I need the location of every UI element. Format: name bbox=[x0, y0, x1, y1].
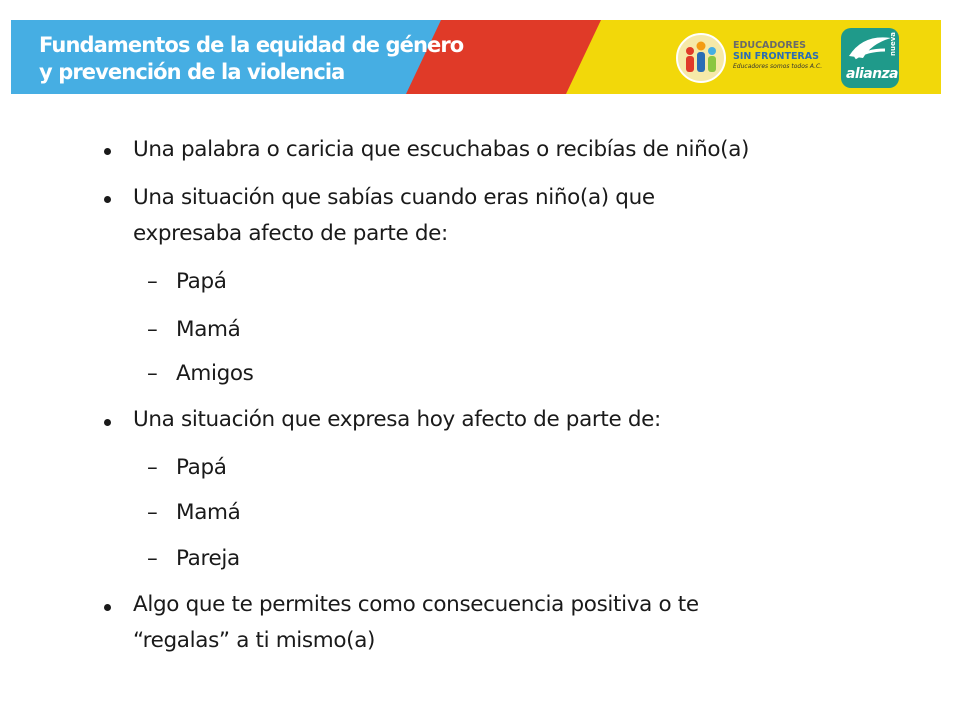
bullet-3-text: Una situación que expresa hoy afecto de parte de: bbox=[133, 407, 661, 432]
educadores-logo-line1: EDUCADORES bbox=[733, 40, 807, 51]
bullet-2-sub-2: Mamá bbox=[176, 317, 241, 342]
title-line-1: Fundamentos de la equidad de género bbox=[39, 33, 464, 57]
alianza-logo-word: alianza bbox=[846, 66, 898, 82]
bullet-dot bbox=[104, 196, 111, 203]
sub-bullet-dash: – bbox=[147, 500, 158, 525]
bullet-3-sub-2: Mamá bbox=[176, 500, 241, 525]
bullet-3-sub-1: Papá bbox=[176, 455, 227, 480]
bullet-dot bbox=[104, 148, 111, 155]
bullet-dot bbox=[104, 419, 111, 426]
sub-bullet-dash: – bbox=[147, 269, 158, 294]
sub-bullet-dash: – bbox=[147, 361, 158, 386]
title-line-2: y prevención de la violencia bbox=[39, 60, 345, 84]
bullet-2-text-line-1: Una situación que sabías cuando eras niño(a) que bbox=[133, 185, 655, 210]
sub-bullet-dash: – bbox=[147, 455, 158, 480]
educadores-logo-tagline: Educadores somos todos A.C. bbox=[733, 63, 823, 70]
bullet-dot bbox=[104, 604, 111, 611]
bullet-2-sub-1: Papá bbox=[176, 269, 227, 294]
bullet-1-text: Una palabra o caricia que escuchabas o recibías de niño(a) bbox=[133, 137, 750, 162]
sub-bullet-dash: – bbox=[147, 317, 158, 342]
alianza-logo-small-text: nueva bbox=[889, 31, 897, 56]
bullet-3-sub-3: Pareja bbox=[176, 546, 240, 571]
educadores-logo-line2: SIN FRONTERAS bbox=[733, 51, 819, 62]
bullet-2-text-line-2: expresaba afecto de parte de: bbox=[133, 221, 448, 246]
sub-bullet-dash: – bbox=[147, 546, 158, 571]
bullet-4-text-line-2: “regalas” a ti mismo(a) bbox=[133, 628, 376, 653]
bullet-2-sub-3: Amigos bbox=[176, 361, 254, 386]
bullet-4-text-line-1: Algo que te permites como consecuencia positiva o te bbox=[133, 592, 699, 617]
